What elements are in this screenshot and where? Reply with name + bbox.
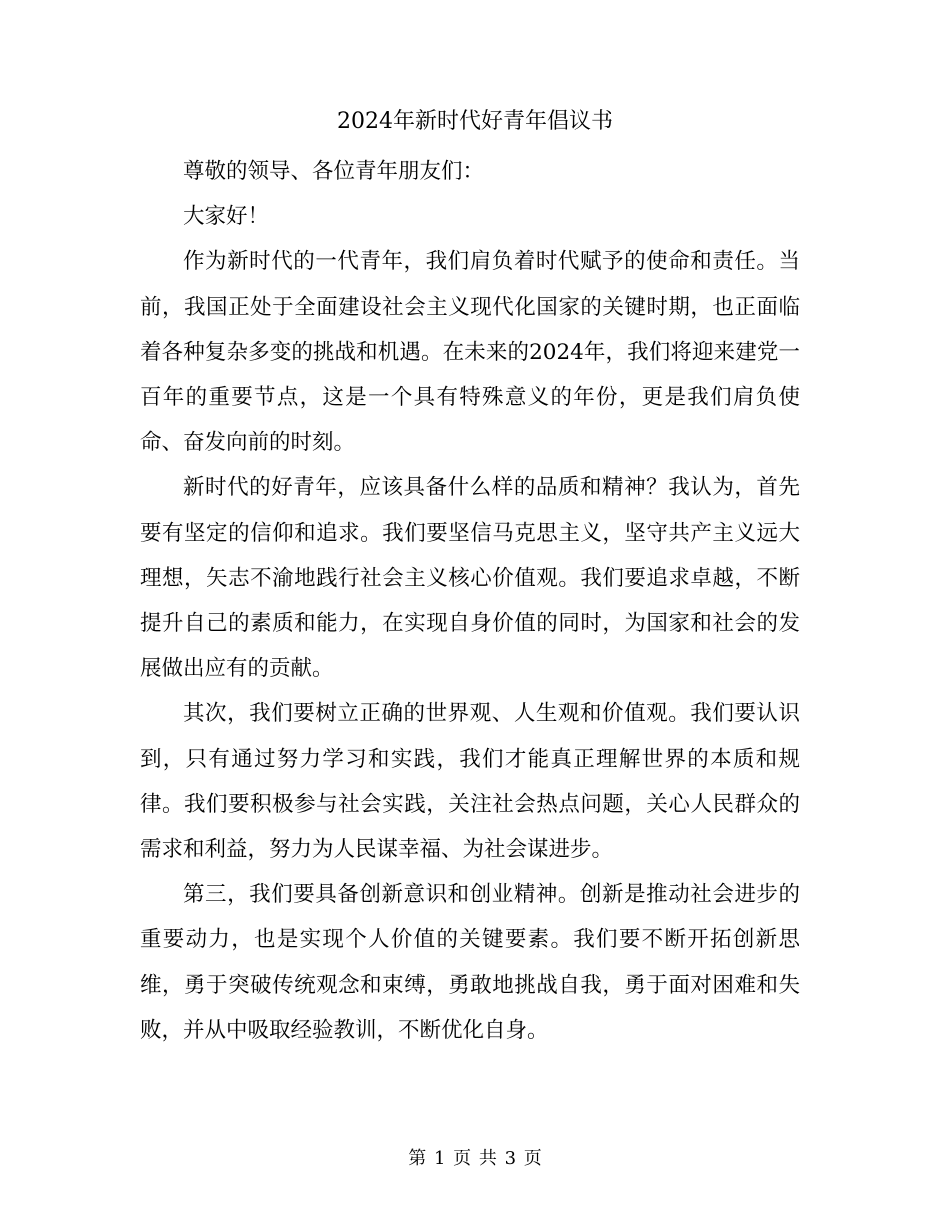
salutation-line: 大家好！	[183, 204, 270, 230]
document-body	[140, 149, 800, 1053]
greeting-line: 尊敬的领导、各位青年朋友们：	[183, 159, 485, 184]
paragraph-4: 第三，我们要具备创新意识和创业精神。创新是推动社会进步的重要动力，也是实现个人价值的关键要素。我们要不断开拓创新思维，勇于突破传统观念和束缚，勇敢地挑战自我，勇于面对困难和失败，并从中吸取经验教训，不断优化自身。	[140, 882, 800, 1043]
paragraph-1: 作为新时代的一代青年，我们肩负着时代赋予的使命和责任。当前，我国正处于全面建设社会主义现代化国家的关键时期，也正面临着各种复杂多变的挑战和机遇。在未来的2024年，我们将迎来建党一百年的重要节点，这是一个具有特殊意义的年份，更是我们肩负使命、奋发向前的时刻。	[140, 249, 800, 456]
paragraph-2: 新时代的好青年，应该具备什么样的品质和精神？我认为，首先要有坚定的信仰和追求。我们要坚信马克思主义，坚守共产主义远大理想，矢志不渝地践行社会主义核心价值观。我们要追求卓越，不断提升自己的素质和能力，在实现自身价值的同时，为国家和社会的发展做出应有的贡献。	[140, 475, 800, 682]
document-title: 2024年新时代好青年倡议书	[337, 109, 613, 134]
page-number-footer: 第 1 页 共 3 页	[408, 1148, 542, 1169]
paragraph-3: 其次，我们要树立正确的世界观、人生观和价值观。我们要认识到，只有通过努力学习和实践，我们才能真正理解世界的本质和规律。我们要积极参与社会实践，关注社会热点问题，关心人民群众的需求和利益，努力为人民谋幸福、为社会谋进步。	[140, 701, 800, 863]
